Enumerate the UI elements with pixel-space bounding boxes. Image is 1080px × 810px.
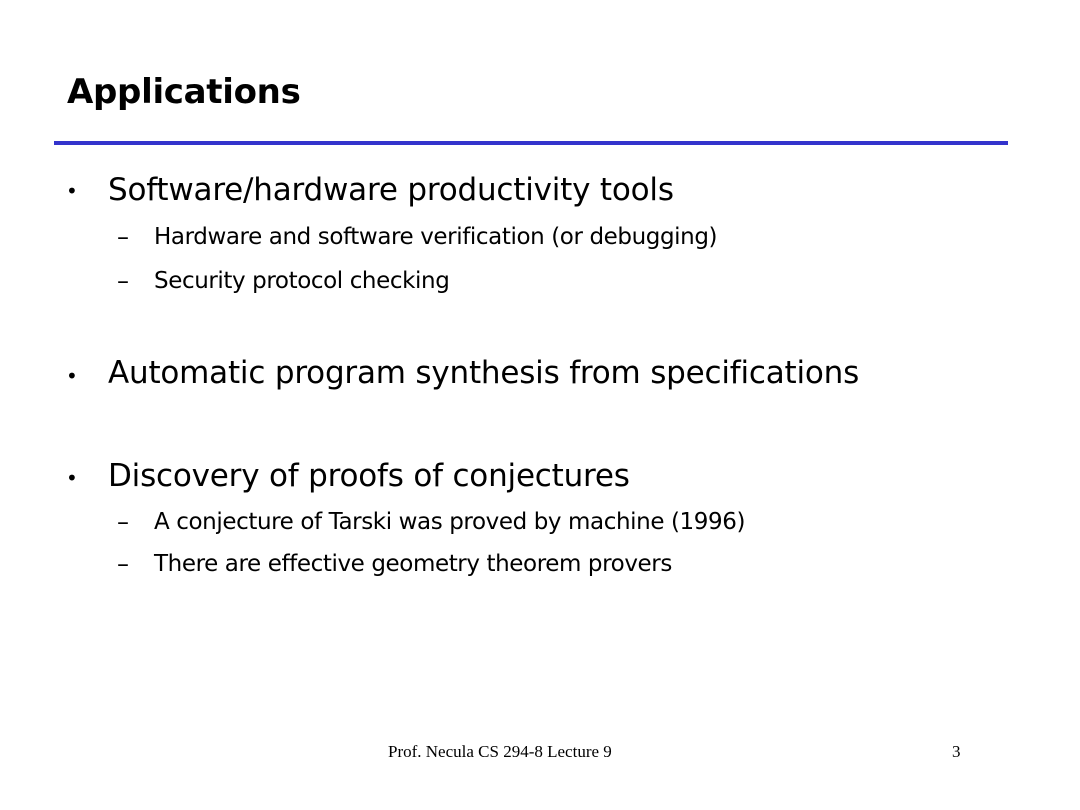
bullet-text: Software/hardware productivity tools [108, 172, 674, 208]
slide-title: Applications [67, 72, 301, 112]
sub-bullet-dash: – [117, 223, 129, 251]
sub-bullet-text: There are effective geometry theorem provers [154, 551, 672, 577]
sub-bullet-dash: – [117, 508, 129, 536]
bullet-text: Automatic program synthesis from specifications [108, 355, 860, 391]
sub-bullet-text: Hardware and software verification (or debugging) [154, 224, 718, 250]
bullet-text: Discovery of proofs of conjectures [108, 458, 630, 494]
sub-bullet-dash: – [117, 267, 129, 295]
sub-bullet-text: A conjecture of Tarski was proved by machine (1996) [154, 509, 746, 535]
bullet-marker: • [66, 179, 78, 203]
title-underline [54, 141, 1008, 145]
page-number: 3 [952, 742, 961, 761]
sub-bullet-dash: – [117, 550, 129, 578]
sub-bullet-text: Security protocol checking [154, 268, 450, 294]
bullet-marker: • [66, 466, 78, 490]
slide-footer: Prof. Necula CS 294-8 Lecture 9 [388, 742, 612, 761]
bullet-marker: • [66, 364, 78, 388]
